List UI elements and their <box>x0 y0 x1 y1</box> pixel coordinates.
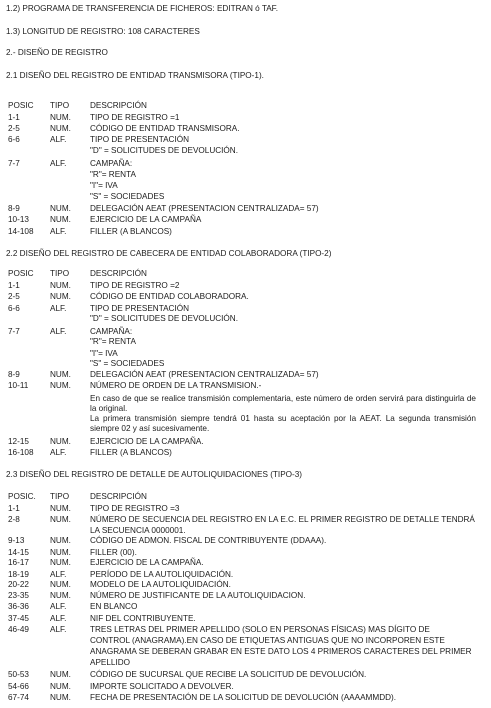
description-cell: TRES LETRAS DEL PRIMER APELLIDO (SOLO EN PERSONAS FÍSICAS) MAS DÍGITO DE <box>90 625 430 634</box>
type-cell: ALF. <box>50 304 67 313</box>
description-cell: CÓDIGO DE ADMON. FISCAL DE CONTRIBUYENTE (DDAAA). <box>90 536 327 545</box>
type-cell: ALF. <box>50 327 67 336</box>
position-cell: 10-11 <box>8 381 29 390</box>
position-cell: 7-7 <box>8 159 20 168</box>
position-cell: 67-74 <box>8 693 29 702</box>
table-row <box>0 159 491 169</box>
position-cell: 37-45 <box>8 614 29 623</box>
table-row <box>0 570 491 580</box>
type-cell: ALF. <box>50 159 67 168</box>
description-cell: FILLER (00). <box>90 548 137 557</box>
type-cell: NUM. <box>50 204 71 213</box>
type-cell: NUM. <box>50 504 71 513</box>
description-cell: TIPO DE REGISTRO =3 <box>90 504 180 513</box>
section2-paragraph-2: La primera transmisión siempre tendrá 01 hasta su aceptación por la AEAT. La segunda transmisión siempre 02 y así sucesivamente. <box>90 414 476 433</box>
type-cell: NUM. <box>50 381 71 390</box>
table-row <box>0 591 491 601</box>
position-cell: POSIC <box>8 269 34 278</box>
type-cell: NUM. <box>50 558 71 567</box>
table-row <box>0 504 491 514</box>
position-cell: 20-22 <box>8 580 29 589</box>
position-cell: 9-13 <box>8 536 25 545</box>
description-cell: CÓDIGO DE ENTIDAD COLABORADORA. <box>90 292 249 301</box>
description-cell: EN BLANCO <box>90 602 138 611</box>
position-cell: 8-9 <box>8 370 20 379</box>
description-cell: NÚMERO DE SECUENCIA DEL REGISTRO EN LA E.C. EL PRIMER REGISTRO DE DETALLE TENDRÁ <box>90 515 475 524</box>
type-cell: ALF. <box>50 625 67 634</box>
table-row <box>0 314 491 324</box>
type-cell: NUM. <box>50 536 71 545</box>
type-cell: NUM. <box>50 515 71 524</box>
position-cell: 2-5 <box>8 124 20 133</box>
section1-title: 2.1 DISEÑO DEL REGISTRO DE ENTIDAD TRANSMISORA (TIPO-1). <box>6 71 264 80</box>
description-cell: "R"= RENTA <box>90 337 136 346</box>
type-cell: NUM. <box>50 591 71 600</box>
description-cell: TIPO DE PRESENTACIÓN <box>90 304 190 313</box>
description-cell: LA SECUENCIA 0000001. <box>90 526 186 535</box>
type-cell: NUM. <box>50 113 71 122</box>
type-cell: TIPO <box>50 269 70 278</box>
type-cell: NUM. <box>50 292 71 301</box>
table-row <box>0 370 491 380</box>
position-cell: 36-36 <box>8 602 29 611</box>
table-row <box>0 124 491 134</box>
description-cell: DESCRIPCIÓN <box>90 492 147 501</box>
description-cell: FILLER (A BLANCOS) <box>90 227 172 236</box>
record-length-line: 1.3) LONGITUD DE REGISTRO: 108 CARACTERES <box>6 27 200 36</box>
table-row <box>0 359 491 369</box>
position-cell: 1-1 <box>8 281 20 290</box>
position-cell: 12-15 <box>8 437 29 446</box>
description-cell: NÚMERO DE ORDEN DE LA TRANSMISION.- <box>90 381 262 390</box>
description-cell: CAMPAÑA: <box>90 327 133 336</box>
description-cell: DELEGACIÓN AEAT (PRESENTACION CENTRALIZADA= 57) <box>90 204 319 213</box>
table-header-row <box>0 492 491 502</box>
table-row <box>0 337 491 347</box>
description-cell: PERÍODO DE LA AUTOLIQUIDACIÓN. <box>90 570 234 579</box>
description-cell: "R"= RENTA <box>90 170 136 179</box>
description-cell: FILLER (A BLANCOS) <box>90 448 172 457</box>
table-row <box>0 580 491 590</box>
record-design-heading: 2.- DISEÑO DE REGISTRO <box>6 48 108 57</box>
type-cell: NUM. <box>50 370 71 379</box>
position-cell: 50-53 <box>8 670 29 679</box>
table-row <box>0 526 491 536</box>
table-row <box>0 647 491 657</box>
table-row <box>0 625 491 635</box>
position-cell: 6-6 <box>8 304 20 313</box>
table-row <box>0 227 491 237</box>
description-cell: "I"= IVA <box>90 181 118 190</box>
description-cell: "S" = SOCIEDADES <box>90 359 165 368</box>
description-cell: DESCRIPCIÓN <box>90 269 147 278</box>
table-row <box>0 146 491 156</box>
position-cell: 2-5 <box>8 292 20 301</box>
type-cell: TIPO <box>50 492 70 501</box>
table-row <box>0 113 491 123</box>
type-cell: NUM. <box>50 215 71 224</box>
table-row <box>0 304 491 314</box>
table-row <box>0 381 491 391</box>
position-cell: POSIC <box>8 101 34 110</box>
type-cell: TIPO <box>50 101 70 110</box>
table-row <box>0 170 491 180</box>
position-cell: 7-7 <box>8 327 20 336</box>
type-cell: NUM. <box>50 580 71 589</box>
table-row <box>0 292 491 302</box>
table-row <box>0 636 491 646</box>
table-row <box>0 204 491 214</box>
description-cell: EJERCICIO DE LA CAMPAÑA <box>90 215 202 224</box>
position-cell: 8-9 <box>8 204 20 213</box>
description-cell: TIPO DE REGISTRO =2 <box>90 281 180 290</box>
description-cell: EJERCICIO DE LA CAMPAÑA. <box>90 437 204 446</box>
table-row <box>0 515 491 525</box>
position-cell: 10-13 <box>8 215 29 224</box>
position-cell: POSIC. <box>8 492 36 501</box>
position-cell: 16-17 <box>8 558 29 567</box>
section2-paragraph-1: En caso de que se realice transmisión complementaria, este número de orden servirá para distinguirla de la original. <box>90 394 476 413</box>
type-cell: ALF. <box>50 448 67 457</box>
description-cell: CÓDIGO DE SUCURSAL QUE RECIBE LA SOLICITUD DE DEVOLUCIÓN. <box>90 670 367 679</box>
position-cell: 14-108 <box>8 227 34 236</box>
table-row <box>0 602 491 612</box>
table-row <box>0 548 491 558</box>
table-row <box>0 215 491 225</box>
position-cell: 1-1 <box>8 504 20 513</box>
description-cell: ANAGRAMA SE DEBERAN GRABAR EN ESTE DATO LOS 4 PRIMEROS CARACTERES DEL PRIMER <box>90 647 472 656</box>
description-cell: TIPO DE PRESENTACIÓN <box>90 135 190 144</box>
table-header-row <box>0 101 491 111</box>
type-cell: ALF. <box>50 602 67 611</box>
table-row <box>0 281 491 291</box>
position-cell: 2-8 <box>8 515 20 524</box>
table-row <box>0 437 491 447</box>
description-cell: MODELO DE LA AUTOLIQUIDACIÓN. <box>90 580 231 589</box>
type-cell: ALF. <box>50 227 67 236</box>
description-cell: CÓDIGO DE ENTIDAD TRANSMISORA. <box>90 124 240 133</box>
type-cell: NUM. <box>50 437 71 446</box>
type-cell: ALF. <box>50 570 67 579</box>
section2-title: 2.2 DISEÑO DEL REGISTRO DE CABECERA DE ENTIDAD COLABORADORA (TIPO-2) <box>6 249 332 258</box>
description-cell: TIPO DE REGISTRO =1 <box>90 113 180 122</box>
description-cell: EJERCICIO DE LA CAMPAÑA. <box>90 558 204 567</box>
table-row <box>0 181 491 191</box>
transfer-program-line: 1.2) PROGRAMA DE TRANSFERENCIA DE FICHEROS: EDITRAN ó TAF. <box>6 4 279 13</box>
table-row <box>0 682 491 692</box>
table-row <box>0 135 491 145</box>
description-cell: "I"= IVA <box>90 349 118 358</box>
table-row <box>0 448 491 458</box>
position-cell: 6-6 <box>8 135 20 144</box>
description-cell: DELEGACIÓN AEAT (PRESENTACION CENTRALIZADA= 57) <box>90 370 319 379</box>
description-cell: NIF DEL CONTRIBUYENTE. <box>90 614 196 623</box>
description-cell: FECHA DE PRESENTACIÓN DE LA SOLICITUD DE DEVOLUCIÓN (AAAAMMDD). <box>90 693 397 702</box>
position-cell: 14-15 <box>8 548 29 557</box>
description-cell: "D" = SOLICITUDES DE DEVOLUCIÓN. <box>90 314 238 323</box>
description-cell: "S" = SOCIEDADES <box>90 192 165 201</box>
table-row <box>0 693 491 703</box>
table-row <box>0 558 491 568</box>
table-row <box>0 349 491 359</box>
table-row <box>0 327 491 337</box>
table-row <box>0 658 491 668</box>
table-row <box>0 614 491 624</box>
position-cell: 46-49 <box>8 625 29 634</box>
type-cell: NUM. <box>50 548 71 557</box>
table-row <box>0 536 491 546</box>
table-header-row <box>0 269 491 279</box>
description-cell: CONTROL (ANAGRAMA).EN CASO DE ETIQUETAS ANTIGUAS QUE NO INCORPOREN ESTE <box>90 636 445 645</box>
type-cell: NUM. <box>50 670 71 679</box>
description-cell: CAMPAÑA: <box>90 159 133 168</box>
type-cell: ALF. <box>50 135 67 144</box>
type-cell: NUM. <box>50 682 71 691</box>
type-cell: ALF. <box>50 614 67 623</box>
type-cell: NUM. <box>50 281 71 290</box>
position-cell: 18-19 <box>8 570 29 579</box>
table-row <box>0 192 491 202</box>
description-cell: NÚMERO DE JUSTIFICANTE DE LA AUTOLIQUIDACION. <box>90 591 306 600</box>
description-cell: DESCRIPCIÓN <box>90 101 147 110</box>
position-cell: 23-35 <box>8 591 29 600</box>
description-cell: IMPORTE SOLICITADO A DEVOLVER. <box>90 682 234 691</box>
position-cell: 1-1 <box>8 113 20 122</box>
type-cell: NUM. <box>50 124 71 133</box>
position-cell: 54-66 <box>8 682 29 691</box>
type-cell: NUM. <box>50 693 71 702</box>
description-cell: APELLIDO <box>90 658 131 667</box>
position-cell: 16-108 <box>8 448 34 457</box>
table-row <box>0 670 491 680</box>
description-cell: "D" = SOLICITUDES DE DEVOLUCIÓN. <box>90 146 238 155</box>
section3-title: 2.3 DISEÑO DEL REGISTRO DE DETALLE DE AUTOLIQUIDACIONES (TIPO-3) <box>6 470 303 479</box>
